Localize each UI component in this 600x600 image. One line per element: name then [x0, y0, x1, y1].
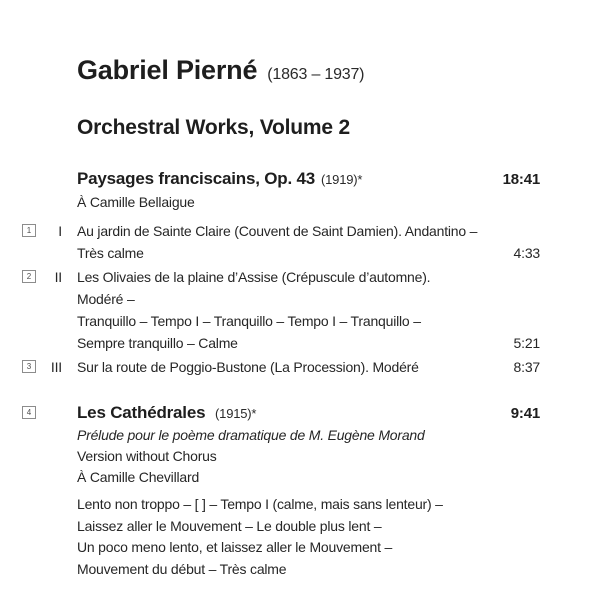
- album-title: Orchestral Works, Volume 2: [77, 116, 350, 139]
- track-number-box-4: 4: [22, 406, 36, 419]
- work2-title: Les Cathédrales: [77, 403, 206, 422]
- track-row-2: [0, 266, 600, 354]
- work1-duration: 18:41: [502, 171, 540, 188]
- track1-line1: Au jardin de Sainte Claire (Couvent de Saint Damien). Andantino –: [77, 223, 478, 239]
- track1-line2: Très calme: [77, 245, 144, 261]
- track-title-1: [62, 220, 480, 264]
- track-duration-3: 8:37: [513, 359, 540, 375]
- composer-dates: (1863 – 1937): [267, 66, 365, 83]
- track2-line1: Les Olivaies de la plaine d’Assise (Crépuscule d’automne). Modéré –: [77, 269, 431, 307]
- tempo-line-3: Un poco meno lento, et laissez aller le Mouvement –: [77, 539, 393, 555]
- track-duration-1: 4:33: [513, 245, 540, 261]
- movement-numeral-3: III: [50, 359, 62, 375]
- work2-version-note: Version without Chorus: [77, 448, 217, 464]
- work2-duration: 9:41: [510, 405, 540, 422]
- composer-name: Gabriel Pierné: [77, 55, 258, 85]
- work1-dedication: À Camille Bellaigue: [77, 194, 195, 210]
- track-number-box-2: 2: [22, 270, 36, 283]
- track-row-1: [0, 220, 600, 264]
- work2-year: (1915)*: [215, 406, 257, 421]
- track-row-3: [0, 356, 600, 378]
- track-row-4: [0, 402, 600, 425]
- work2-dedication: À Camille Chevillard: [77, 469, 200, 485]
- work2-header: [62, 402, 480, 425]
- movement-numeral-1: I: [58, 223, 62, 239]
- track3-line1: Sur la route de Poggio-Bustone (La Procession). Modéré: [77, 359, 419, 375]
- track-number-box-1: 1: [22, 224, 36, 237]
- track-duration-2: 5:21: [513, 335, 540, 351]
- work2-subtitle: Prélude pour le poème dramatique de M. Eugène Morand: [77, 427, 425, 443]
- movement-numeral-4-empty: [38, 402, 62, 425]
- movement-numeral-2: II: [54, 269, 62, 285]
- tempo-line-4: Mouvement du début – Très calme: [77, 560, 287, 577]
- track-title-3: [62, 356, 480, 378]
- work1-title: Paysages franciscains, Op. 43: [77, 169, 316, 188]
- track2-line2: Tranquillo – Tempo I – Tranquillo – Tempo I – Tranquillo –: [77, 313, 421, 329]
- work1-year: (1919)*: [321, 172, 363, 187]
- track-number-box-3: 3: [22, 360, 36, 373]
- composer-header: [77, 54, 540, 91]
- tempo-line-1: Lento non troppo – [ ] – Tempo I (calme, mais sans lenteur) –: [77, 496, 443, 512]
- work1-header: [77, 168, 540, 191]
- work2-tempo-block: [77, 494, 540, 580]
- track2-line3: Sempre tranquillo – Calme: [77, 335, 238, 351]
- track-title-2: [62, 266, 480, 354]
- tempo-line-2: Laissez aller le Mouvement – Le double plus lent –: [77, 517, 382, 534]
